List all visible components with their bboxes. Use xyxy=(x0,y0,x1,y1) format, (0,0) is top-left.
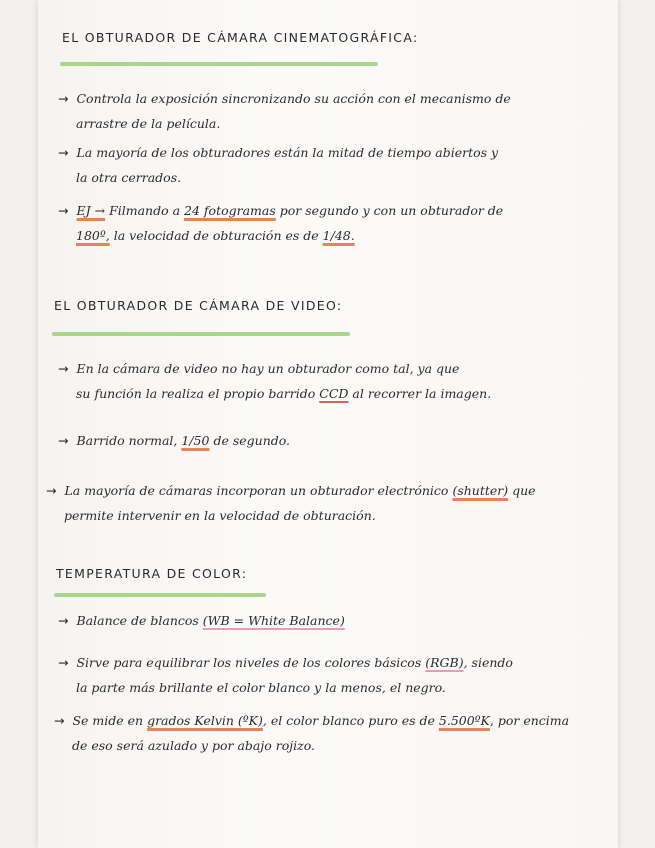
scan-rate-value: 1/50 xyxy=(181,433,210,448)
bullet-cinema-open-closed: → La mayoría de los obturadores están la mitad de tiempo abiertos y la otra cerrados. xyxy=(58,145,499,185)
bullet-cinema-example: → EJ → Filmando a 24 fotogramas por segundo y con un obturador de 180º, la velocidad de obturación es de 1/48. xyxy=(58,203,504,243)
bullet-video-no-shutter: → En la cámara de video no hay un obturador como tal, ya que su función la realiza el propio barrido CCD al recorrer la imagen. xyxy=(58,361,492,401)
white-temperature-value: 5.500ºK xyxy=(438,713,490,728)
arrow-icon: → xyxy=(54,713,65,728)
section-heading-cinema: EL OBTURADOR DE CÁMARA CINEMATOGRÁFICA: xyxy=(62,30,419,45)
fps-value: 24 fotogramas xyxy=(184,203,276,218)
arrow-icon: → xyxy=(58,433,69,448)
kelvin-term: grados Kelvin (ºK) xyxy=(147,713,263,728)
rgb-term: (RGB) xyxy=(425,655,464,670)
heading-highlight xyxy=(54,593,266,597)
section-heading-color-temperature: TEMPERATURA DE COLOR: xyxy=(56,566,248,581)
bullet-kelvin: → Se mide en grados Kelvin (ºK), el color blanco puro es de 5.500ºK, por encima de eso será azulado y por abajo rojizo. xyxy=(54,713,570,753)
arrow-icon: → xyxy=(58,655,69,670)
shutter-angle-value: 180º, xyxy=(76,228,110,243)
heading-highlight xyxy=(60,62,378,66)
bullet-video-electronic-shutter: → La mayoría de cámaras incorporan un obturador electrónico (shutter) que permite intervenir en la velocidad de obturación. xyxy=(46,483,536,523)
bullet-white-balance-purpose: → Sirve para equilibrar los niveles de los colores básicos (RGB), siendo la parte más brillante el color blanco y la menos, el negro. xyxy=(58,655,513,695)
example-label: EJ → xyxy=(76,203,106,218)
arrow-icon: → xyxy=(58,145,69,160)
heading-highlight xyxy=(52,332,350,336)
arrow-icon: → xyxy=(58,91,69,106)
bullet-video-normal-scan: → Barrido normal, 1/50 de segundo. xyxy=(58,433,291,448)
bullet-white-balance: → Balance de blancos (WB = White Balance) xyxy=(58,613,345,628)
shutter-speed-value: 1/48. xyxy=(322,228,355,243)
arrow-icon: → xyxy=(58,361,69,376)
arrow-icon: → xyxy=(58,613,69,628)
notebook-page xyxy=(38,0,618,848)
bullet-cinema-exposure: → Controla la exposición sincronizando su acción con el mecanismo de arrastre de la película. xyxy=(58,91,511,131)
shutter-term: (shutter) xyxy=(452,483,509,498)
ccd-term: CCD xyxy=(319,386,349,401)
arrow-icon: → xyxy=(58,203,69,218)
section-heading-video: EL OBTURADOR DE CÁMARA DE VIDEO: xyxy=(54,298,343,313)
arrow-icon: → xyxy=(46,483,57,498)
white-balance-term: (WB = White Balance) xyxy=(202,613,345,628)
